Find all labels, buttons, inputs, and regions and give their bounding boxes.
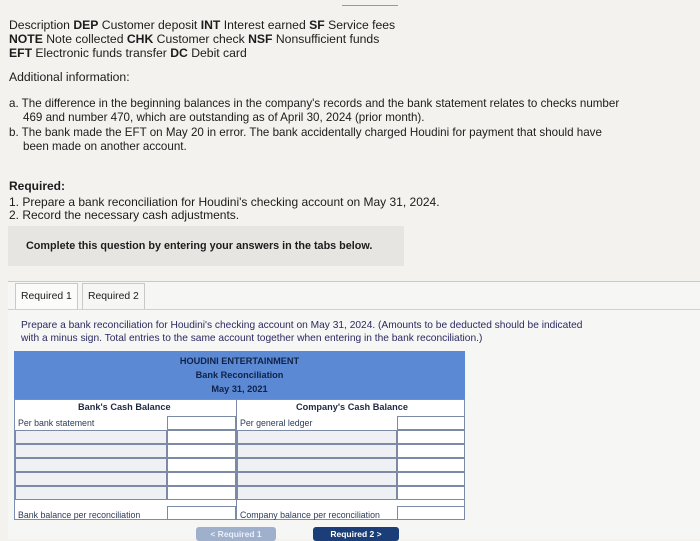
required-item-2: 2. Record the necessary cash adjustments. <box>9 208 240 222</box>
line1-run-5: SF <box>309 18 325 32</box>
company-name: HOUDINI ENTERTAINMENT <box>179 356 300 366</box>
bank-amount-3[interactable] <box>167 458 236 472</box>
line2-run-3: Customer check <box>153 32 249 46</box>
company-description-3[interactable] <box>237 458 397 472</box>
bank-balance-header: Bank's Cash Balance <box>78 402 171 412</box>
line1-run-0: Description <box>9 18 74 32</box>
line2-run-2: CHK <box>126 32 154 46</box>
company-amount-2[interactable] <box>397 444 465 458</box>
company-amount-5[interactable] <box>397 486 465 500</box>
info-item-a-line2: 469 and number 470, which are outstanding as of April 30, 2024 (prior month). <box>23 111 425 124</box>
line3-run-2: DC <box>170 46 188 60</box>
company-amount-4[interactable] <box>397 472 465 486</box>
top-divider <box>342 5 398 6</box>
info-item-b-line2: been made on another account. <box>23 140 187 153</box>
bank-amount-5[interactable] <box>167 486 236 500</box>
company-balance-header: Company's Cash Balance <box>296 402 408 412</box>
line1-run-6: Service fees <box>324 18 396 32</box>
bank-start-label: Per bank statement <box>18 418 95 428</box>
company-description-1[interactable] <box>237 430 397 444</box>
prev-required-button[interactable]: < Required 1 <box>196 527 276 541</box>
company-end-label: Company balance per reconciliation <box>240 510 380 520</box>
bank-description-1[interactable] <box>15 430 167 444</box>
tab-divider <box>8 309 700 310</box>
info-item-a <box>9 97 619 125</box>
company-start-label: Per general ledger <box>240 418 313 428</box>
line1-run-1: DEP <box>73 18 99 32</box>
bank-end-amount <box>167 506 236 520</box>
line3-run-0: EFT <box>9 46 33 60</box>
company-description-4[interactable] <box>237 472 397 486</box>
instructions-text: Prepare a bank reconciliation for Houdini's checking account on May 31, 2024. (Amounts to be deducted should be indicated with a minus sign. Total entries to the same account together when entering in the bank reconciliation.) <box>21 320 583 344</box>
tab-required-2[interactable]: Required 2 <box>82 283 145 310</box>
company-description-2[interactable] <box>237 444 397 458</box>
legend-line-3 <box>9 45 247 61</box>
bank-amount-1[interactable] <box>167 430 236 444</box>
info-item-a-line1: a. The difference in the beginning balances in the company's records and the bank statement relates to checks number <box>9 97 620 110</box>
bank-end-label: Bank balance per reconciliation <box>18 510 141 520</box>
reconciliation-date: May 31, 2021 <box>211 384 268 394</box>
company-description-5[interactable] <box>237 486 397 500</box>
required-item-1: 1. Prepare a bank reconciliation for Houdini's checking account on May 31, 2024. <box>9 195 440 209</box>
additional-info-heading: Additional information: <box>9 70 130 84</box>
company-amount-3[interactable] <box>397 458 465 472</box>
line3-run-1: Electronic funds transfer <box>32 46 171 60</box>
line2-run-0: NOTE <box>9 32 43 46</box>
bank-amount-2[interactable] <box>167 444 236 458</box>
line1-run-2: Customer deposit <box>98 18 201 32</box>
info-item-b <box>9 126 602 154</box>
bank-description-4[interactable] <box>15 472 167 486</box>
bank-description-3[interactable] <box>15 458 167 472</box>
line1-run-3: INT <box>200 18 221 32</box>
bank-description-5[interactable] <box>15 486 167 500</box>
company-amount-1[interactable] <box>397 430 465 444</box>
line3-run-3: Debit card <box>187 46 247 60</box>
company-end-amount <box>397 506 465 520</box>
tab-required-1[interactable]: Required 1 <box>15 283 78 310</box>
complete-prompt-text: Complete this question by entering your answers in the tabs below. <box>26 240 373 252</box>
required-heading: Required: <box>9 179 66 193</box>
complete-prompt-box <box>8 226 404 266</box>
line2-run-4: NSF <box>248 32 273 46</box>
info-item-b-line1: b. The bank made the EFT on May 20 in error. The bank accidentally charged Houdini for payment that should have <box>9 126 602 139</box>
line1-run-4: Interest earned <box>220 18 310 32</box>
company-start-amount[interactable] <box>397 416 465 430</box>
bank-description-2[interactable] <box>15 444 167 458</box>
line2-run-5: Nonsufficient funds <box>272 32 380 46</box>
bank-start-amount[interactable] <box>167 416 236 430</box>
line2-run-1: Note collected <box>42 32 127 46</box>
next-required-button[interactable]: Required 2 > <box>313 527 399 541</box>
reconciliation-title: Bank Reconciliation <box>195 370 284 380</box>
bank-amount-4[interactable] <box>167 472 236 486</box>
reconciliation-header <box>14 351 465 399</box>
